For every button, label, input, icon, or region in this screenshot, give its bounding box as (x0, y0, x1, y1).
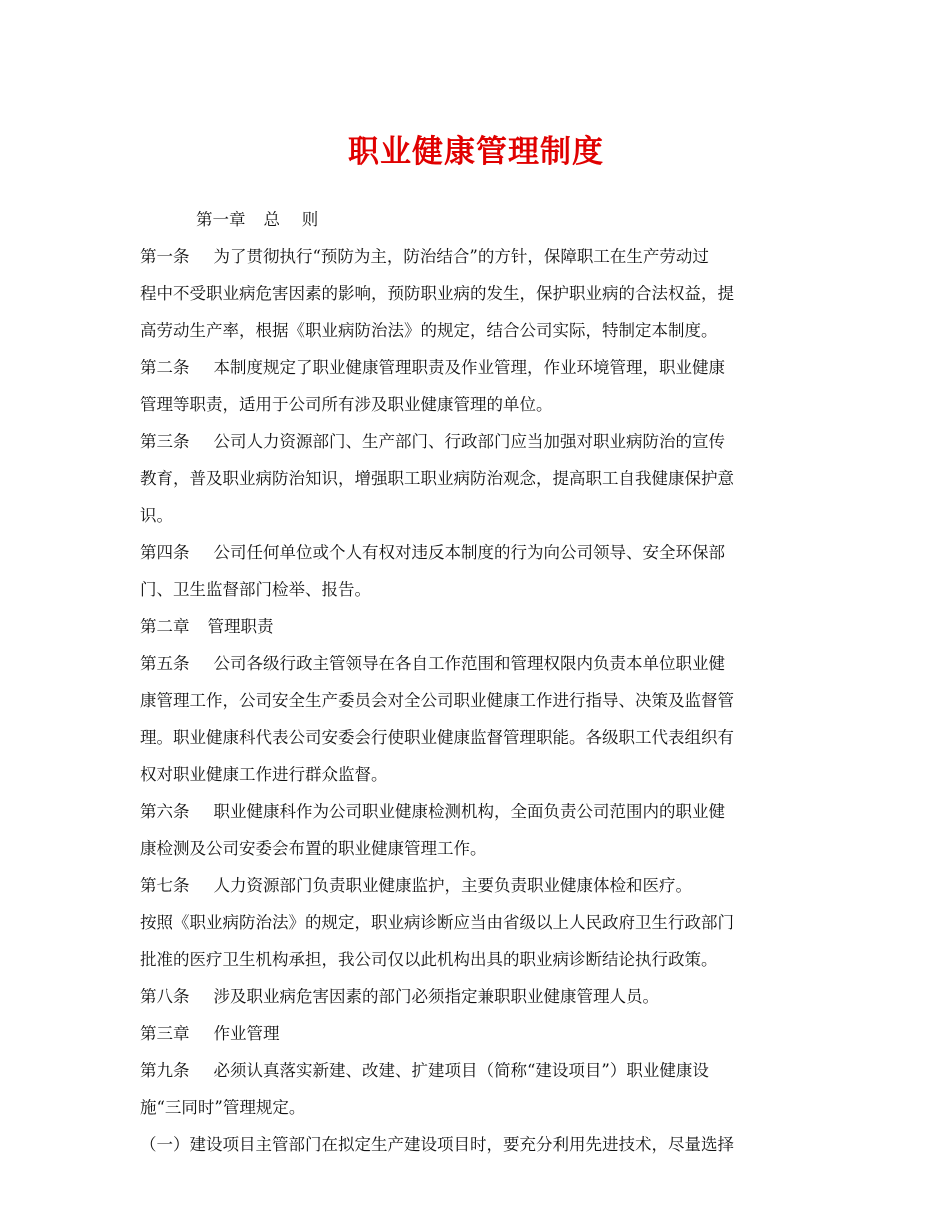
chapter-title: 管理职责 (207, 617, 274, 636)
paragraph-line: 权对职业健康工作进行群众监督。 (140, 765, 388, 784)
article-line (140, 867, 812, 904)
article-label: 第九条 (140, 1061, 190, 1080)
article-text: 公司任何单位或个人有权对违反本制度的行为向公司领导、安全环保部 (213, 543, 725, 562)
article-line (140, 645, 812, 682)
document-body (140, 201, 812, 1163)
article-line (140, 1052, 812, 1089)
article-text: 本制度规定了职业健康管理职责及作业管理，作业环境管理，职业健康 (213, 358, 725, 377)
article-label: 第二条 (140, 358, 190, 377)
article-text: 为了贯彻执行“预防为主，防治结合”的方针，保障职工在生产劳动过 (213, 247, 709, 266)
article-text: 必须认真落实新建、改建、扩建项目（简称“建设项目”）职业健康设 (213, 1061, 709, 1080)
paragraph-line: （一）建设项目主管部门在拟定生产建设项目时，要充分利用先进技术，尽量选择 (140, 1135, 734, 1154)
article-label: 第一条 (140, 247, 190, 266)
article-label: 第七条 (140, 876, 190, 895)
paragraph-line: 高劳动生产率，根据《职业病防治法》的规定，结合公司实际，特制定本制度。 (140, 321, 718, 340)
article-line (140, 349, 812, 386)
article-text: 人力资源部门负责职业健康监护，主要负责职业健康体检和医疗。 (213, 876, 692, 895)
article-line (140, 238, 812, 275)
paragraph-line: 施“三同时”管理规定。 (140, 1098, 306, 1117)
article-label: 第四条 (140, 543, 190, 562)
paragraph-line: 教育，普及职业病防治知识，增强职工职业病防治观念，提高职工自我健康保护意 (140, 469, 734, 488)
article-label: 第三条 (140, 432, 190, 451)
paragraph-line: 按照《职业病防治法》的规定，职业病诊断应当由省级以上人民政府卫生行政部门 (140, 913, 734, 932)
chapter-label: 第三章 (140, 1024, 190, 1043)
paragraph-line: 识。 (140, 506, 173, 525)
paragraph-line: 理。职业健康科代表公司安委会行使职业健康监督管理职能。各级职工代表组织有 (140, 728, 734, 747)
article-label: 第五条 (140, 654, 190, 673)
paragraph-line: 门、卫生监督部门检举、报告。 (140, 580, 371, 599)
chapter-heading (140, 201, 812, 238)
paragraph-line: 管理等职责，适用于公司所有涉及职业健康管理的单位。 (140, 395, 553, 414)
chapter-heading (140, 1015, 812, 1052)
chapter-title: 作业管理 (213, 1024, 280, 1043)
article-line (140, 978, 812, 1015)
article-label: 第八条 (140, 987, 190, 1006)
chapter-label: 第一章 (196, 210, 246, 229)
article-text: 涉及职业病危害因素的部门必须指定兼职职业健康管理人员。 (213, 987, 659, 1006)
article-text: 职业健康科作为公司职业健康检测机构，全面负责公司范围内的职业健 (213, 802, 725, 821)
paragraph-line: 批准的医疗卫生机构承担，我公司仅以此机构出具的职业病诊断结论执行政策。 (140, 950, 718, 969)
chapter-title: 总 则 (263, 210, 319, 229)
article-text: 公司人力资源部门、生产部门、行政部门应当加强对职业病防治的宣传 (213, 432, 725, 451)
paragraph-line: 程中不受职业病危害因素的影响，预防职业病的发生，保护职业病的合法权益，提 (140, 284, 734, 303)
paragraph-line: 康管理工作，公司安全生产委员会对全公司职业健康工作进行指导、决策及监督管 (140, 691, 734, 710)
article-line (140, 793, 812, 830)
article-line (140, 534, 812, 571)
article-text: 公司各级行政主管领导在各自工作范围和管理权限内负责本单位职业健 (213, 654, 725, 673)
article-line (140, 423, 812, 460)
article-label: 第六条 (140, 802, 190, 821)
document-title: 职业健康管理制度 (348, 134, 604, 170)
chapter-heading (140, 608, 812, 645)
paragraph-line: 康检测及公司安委会布置的职业健康管理工作。 (140, 839, 487, 858)
chapter-label: 第二章 (140, 617, 190, 636)
